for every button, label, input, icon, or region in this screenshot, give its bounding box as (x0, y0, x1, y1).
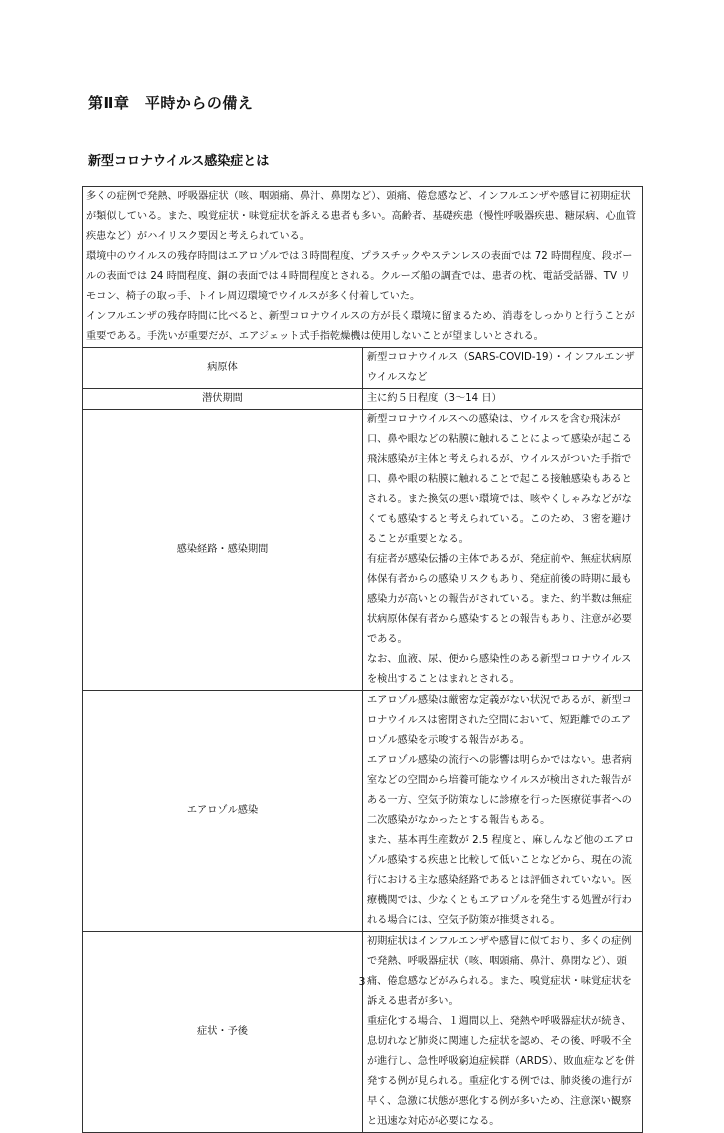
row-label: 症状・予後 (83, 932, 363, 1133)
intro-cell (83, 187, 643, 348)
row-paragraph: 新型コロナウイルス（SARS-COVID-19）・インフルエンザウイルスなど (367, 352, 635, 383)
intro-paragraph: インフルエンザの残存時間に比べると、新型コロナウイルスの方が長く環境に留まるため、消毒をしっかりと行うことが重要である。手洗いが重要だが、エアジェット式手指乾燥機は使用しないことが望ましいとされる。 (86, 311, 635, 342)
section-title: 新型コロナウイルス感染症とは (88, 154, 270, 169)
row-label: エアロゾル感染 (83, 691, 363, 932)
row-paragraph: なお、血液、尿、便から感染性のある新型コロナウイルスを検出することはまれとされる。 (367, 654, 632, 685)
table-row-aerosol (83, 691, 643, 932)
row-paragraph: 新型コロナウイルスへの感染は、ウイルスを含む飛沫が口、鼻や眼などの粘膜に触れることによって感染が起こる飛沫感染が主体と考えられるが、ウイルスがついた手指で口、鼻や眼の粘膜に触れることで起こる接触感染もあるとされる。また換気の悪い環境では、咳やくしゃみなどがなくても感染すると考えられている。このため、３密を避けることが重要となる。 (367, 414, 632, 545)
row-paragraph: エアロゾル感染の流行への影響は明らかではない。患者病室などの空間から培養可能なウイルスが検出された報告がある一方、空気予防策なしに診療を行った医療従事者への二次感染がなかったとする報告もある。 (367, 755, 632, 826)
row-label: 病原体 (83, 348, 363, 389)
row-content (363, 389, 643, 410)
intro-paragraph: 多くの症例で発熱、呼吸器症状（咳、咽頭痛、鼻汁、鼻閉など）、頭痛、倦怠感など、インフルエンザや感冒に初期症状が類似している。また、嗅覚症状・味覚症状を訴える患者も多い。高齢者、基礎疾患（慢性呼吸器疾患、糖尿病、心血管疾患など）がハイリスク要因と考えられている。 (86, 191, 637, 242)
page-number: 3 (358, 975, 366, 988)
row-paragraph: 重症化する場合、１週間以上、発熱や呼吸器症状が続き、息切れなど肺炎に関連した症状を認め、その後、呼吸不全が進行し、急性呼吸窮迫症候群（ARDS）、敗血症などを併発する例が見られる。重症化する例では、肺炎後の進行が早く、急激に状態が悪化する例が多いため、注意深い観察と迅速な対応が必要になる。 (367, 1016, 635, 1127)
intro-paragraph: 環境中のウイルスの残存時間はエアロゾルでは３時間程度、プラスチックやステンレスの表面では 72 時間程度、段ボールの表面では 24 時間程度、銅の表面では４時間程度とされる。クルーズ船の調査では、患者の枕、電話受話器、TV リモコン、椅子の取っ手、トイレ周辺環境でウイルスが多く付着していた。 (86, 251, 633, 302)
row-label: 感染経路・感染期間 (83, 410, 363, 691)
row-paragraph: 有症者が感染伝播の主体であるが、発症前や、無症状病原体保有者からの感染リスクもあり、発症前後の時期に最も感染力が高いとの報告がされている。また、約半数は無症状病原体保有者から感染するとの報告もあり、注意が必要である。 (367, 554, 632, 645)
row-label: 潜伏期間 (83, 389, 363, 410)
row-content (363, 348, 643, 389)
page-heading: 第Ⅱ章 平時からの備え (88, 94, 254, 112)
row-paragraph: また、基本再生産数が 2.5 程度と、麻しんなど他のエアロゾル感染する疾患と比較して低いことなどから、現在の流行における主な感染経路であるとは評価されていない。医療機関では、少なくともエアロゾルを発生する処置が行われる場合には、空気予防策が推奨される。 (367, 835, 635, 926)
table-row-transmission (83, 410, 643, 691)
row-content (363, 691, 643, 932)
table-row-pathogen (83, 348, 643, 389)
row-paragraph: 主に約５日程度（3～14 日） (367, 393, 502, 404)
table-row-symptoms (83, 932, 643, 1133)
row-content (363, 410, 643, 691)
row-paragraph: エアロゾル感染は厳密な定義がない状況であるが、新型コロナウイルスは密閉された空間において、短距離でのエアロゾル感染を示唆する報告がある。 (367, 695, 632, 746)
info-table (82, 186, 643, 1133)
row-paragraph: 初期症状はインフルエンザや感冒に似ており、多くの症例で発熱、呼吸器症状（咳、咽頭痛、鼻汁、鼻閉など）、頭痛、倦怠感などがみられる。また、嗅覚症状・味覚症状を訴える患者が多い。 (367, 936, 632, 1007)
intro-row (83, 187, 643, 348)
row-content (363, 932, 643, 1133)
table-row-incubation (83, 389, 643, 410)
